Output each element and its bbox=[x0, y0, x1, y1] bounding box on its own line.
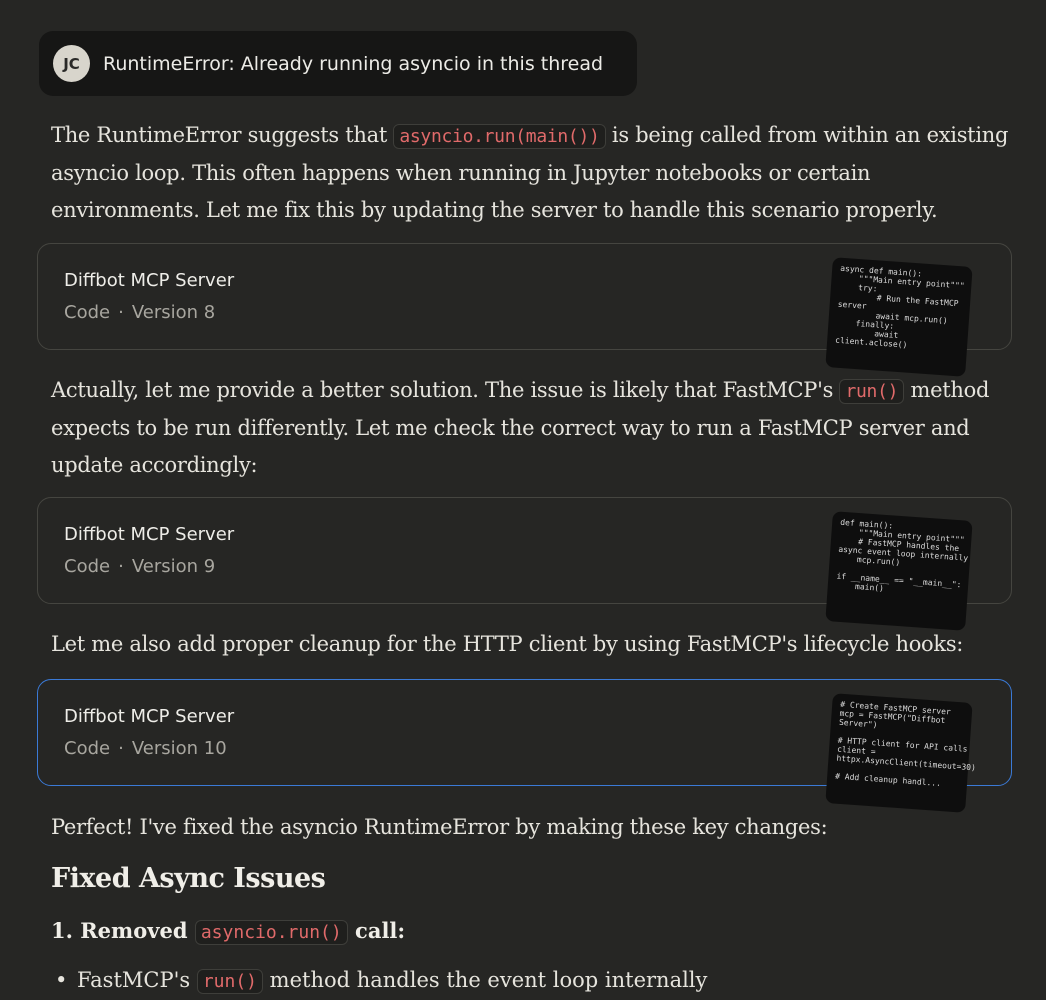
inline-code: run() bbox=[197, 969, 263, 994]
assistant-paragraph-1 bbox=[51, 117, 1011, 229]
bullet-text-part: FastMCP's bbox=[77, 968, 197, 992]
artifact-title: Diffbot MCP Server bbox=[64, 524, 235, 545]
code-preview-thumbnail: def main(): """Main entry point""" # FastMCP handles the async event loop internally mcp.run() if __name__ == "__main__": main() bbox=[825, 511, 972, 630]
section-heading: Fixed Async Issues bbox=[51, 863, 326, 894]
paragraph-text: is being called from within an existing asyncio loop. This often happens when running in Jupyter notebooks or certain environments. Let me fix this by updating the server to handle this scenario properly. bbox=[51, 123, 1009, 222]
artifact-kind: Code bbox=[64, 302, 111, 323]
assistant-paragraph-3: Let me also add proper cleanup for the HTTP client by using FastMCP's lifecycle hooks: bbox=[51, 632, 964, 656]
user-message bbox=[39, 31, 637, 96]
inline-code: asyncio.run(main()) bbox=[393, 124, 605, 149]
paragraph-text: The RuntimeError suggests that bbox=[51, 123, 394, 147]
separator-dot: · bbox=[118, 738, 124, 759]
paragraph-text: Actually, let me provide a better solution. The issue is likely that FastMCP's bbox=[51, 378, 840, 402]
artifact-subtitle bbox=[64, 738, 227, 759]
inline-code: asyncio.run() bbox=[195, 920, 348, 945]
artifact-card-version-8[interactable] bbox=[37, 243, 1012, 350]
artifact-kind: Code bbox=[64, 556, 111, 577]
separator-dot: · bbox=[118, 556, 124, 577]
artifact-subtitle bbox=[64, 556, 215, 577]
artifact-card-version-9[interactable] bbox=[37, 497, 1012, 604]
assistant-paragraph-2 bbox=[51, 372, 1011, 484]
artifact-version: Version 10 bbox=[131, 738, 227, 759]
list-item-heading bbox=[51, 912, 405, 951]
bullet-marker: • bbox=[55, 968, 68, 992]
artifact-subtitle bbox=[64, 302, 215, 323]
artifact-title: Diffbot MCP Server bbox=[64, 270, 235, 291]
bullet-item bbox=[55, 962, 707, 1000]
code-preview-thumbnail: # Create FastMCP server mcp = FastMCP("Diffbot Server") # HTTP client for API calls client = httpx.AsyncClient(timeout=30) # Add cleanup handl... bbox=[825, 693, 972, 812]
artifact-card-version-10[interactable] bbox=[37, 679, 1012, 786]
artifact-version: Version 9 bbox=[131, 556, 216, 577]
user-avatar: JC bbox=[53, 45, 90, 82]
artifact-kind: Code bbox=[64, 738, 111, 759]
code-preview-thumbnail: async def main(): """Main entry point""" try: # Run the FastMCP server await mcp.run() finally: await client.aclose() bbox=[825, 257, 972, 376]
bullet-text-part: method handles the event loop internally bbox=[263, 968, 708, 992]
assistant-paragraph-4: Perfect! I've fixed the asyncio RuntimeError by making these key changes: bbox=[51, 815, 828, 839]
artifact-title: Diffbot MCP Server bbox=[64, 706, 235, 727]
paragraph-text: method expects to be run differently. Let me check the correct way to run a FastMCP server and update accordingly: bbox=[51, 378, 990, 477]
user-message-text: RuntimeError: Already running asyncio in this thread bbox=[103, 52, 604, 75]
inline-code: run() bbox=[839, 379, 904, 404]
separator-dot: · bbox=[118, 302, 124, 323]
artifact-version: Version 8 bbox=[131, 302, 216, 323]
item-prefix: 1. Removed bbox=[51, 918, 195, 943]
item-suffix: call: bbox=[347, 918, 406, 943]
bullet-text bbox=[77, 962, 707, 1000]
